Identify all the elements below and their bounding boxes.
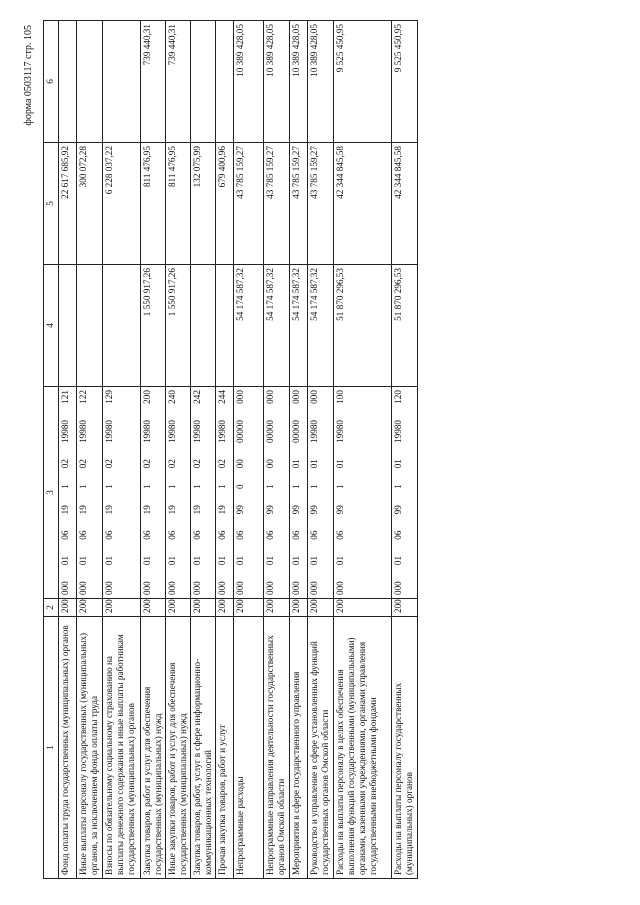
table-row bbox=[77, 21, 103, 879]
code-part: 1 bbox=[309, 484, 320, 490]
code-part: 19 bbox=[60, 505, 70, 515]
row-name: Взносы по обязательному социальному страхованию на выплаты денежного содержания и иные выплаты работникам государственных (муниципальных) органов bbox=[103, 617, 141, 879]
row-line-code: 200 bbox=[103, 599, 141, 617]
code-part: 000 bbox=[393, 581, 404, 595]
row-unexecuted bbox=[216, 21, 234, 143]
row-approved: 1 550 917,26 bbox=[166, 265, 191, 387]
code-part: 01 bbox=[235, 555, 246, 566]
row-approved: 54 174 587,32 bbox=[308, 265, 334, 387]
row-budget-code bbox=[334, 387, 392, 599]
code-part: 06 bbox=[142, 530, 152, 540]
code-part: 99 bbox=[265, 505, 276, 515]
code-part: 19 bbox=[78, 505, 88, 515]
col-header: 2 bbox=[44, 599, 59, 617]
code-part: 19980 bbox=[309, 419, 320, 443]
code-part: 06 bbox=[217, 530, 228, 540]
code-part: 19 bbox=[217, 505, 228, 515]
code-part: 01 bbox=[309, 459, 320, 469]
code-part: 000 bbox=[235, 581, 246, 595]
row-line-code: 200 bbox=[141, 599, 166, 617]
code-part: 06 bbox=[78, 530, 88, 540]
row-approved: 1 550 917,26 bbox=[141, 265, 166, 387]
code-part: 02 bbox=[142, 459, 152, 469]
table-row bbox=[216, 21, 234, 879]
row-executed: 679 400,96 bbox=[216, 143, 234, 265]
code-part: 122 bbox=[78, 390, 88, 404]
row-name: Непрограммные расходы bbox=[234, 617, 264, 879]
code-part: 1 bbox=[104, 484, 114, 490]
col-header: 5 bbox=[44, 143, 59, 265]
code-part: 19980 bbox=[78, 419, 88, 443]
code-part: 19980 bbox=[104, 419, 114, 443]
row-unexecuted: 739 440,31 bbox=[166, 21, 191, 143]
code-part: 06 bbox=[335, 530, 346, 540]
code-part: 06 bbox=[393, 530, 404, 540]
code-part: 1 bbox=[192, 484, 203, 490]
code-part: 00000 bbox=[265, 419, 276, 443]
row-executed: 811 476,95 bbox=[166, 143, 191, 265]
code-part: 00000 bbox=[235, 419, 246, 443]
code-part: 19980 bbox=[192, 419, 203, 443]
code-part: 100 bbox=[335, 390, 346, 404]
row-approved bbox=[59, 265, 77, 387]
row-budget-code bbox=[392, 387, 418, 599]
code-part: 01 bbox=[217, 555, 228, 566]
row-line-code: 200 bbox=[191, 599, 216, 617]
row-budget-code bbox=[59, 387, 77, 599]
row-name: Расходы на выплаты персоналу в целях обеспечения выполнения функций государственными (муниципальными) органами, казенными учреждениями, органами управления государственными внебюджетными фондами bbox=[334, 617, 392, 879]
col-header: 4 bbox=[44, 265, 59, 387]
code-part: 02 bbox=[60, 459, 70, 469]
row-approved bbox=[216, 265, 234, 387]
code-part: 000 bbox=[217, 581, 228, 595]
row-approved bbox=[77, 265, 103, 387]
code-part: 06 bbox=[60, 530, 70, 540]
row-executed: 6 228 037,22 bbox=[103, 143, 141, 265]
col-header: 6 bbox=[44, 21, 59, 143]
code-part: 000 bbox=[192, 581, 203, 595]
budget-table bbox=[43, 20, 418, 879]
row-unexecuted bbox=[191, 21, 216, 143]
code-part: 000 bbox=[265, 390, 276, 404]
table-row bbox=[264, 21, 290, 879]
code-part: 000 bbox=[104, 581, 114, 595]
code-part: 01 bbox=[335, 459, 346, 469]
code-part: 000 bbox=[291, 390, 302, 404]
row-approved: 54 174 587,32 bbox=[264, 265, 290, 387]
col-header: 3 bbox=[44, 387, 59, 599]
code-part: 99 bbox=[291, 505, 302, 515]
code-part: 06 bbox=[291, 530, 302, 540]
code-part: 242 bbox=[192, 390, 203, 404]
code-part: 02 bbox=[217, 459, 228, 469]
code-part: 000 bbox=[265, 581, 276, 595]
code-part: 19980 bbox=[142, 419, 152, 443]
col-header: 1 bbox=[44, 617, 59, 879]
row-unexecuted: 10 389 428,05 bbox=[308, 21, 334, 143]
row-line-code: 200 bbox=[290, 599, 308, 617]
code-part: 1 bbox=[265, 484, 276, 490]
form-label: форма 0503117 стр. 105 bbox=[23, 25, 34, 126]
row-line-code: 200 bbox=[264, 599, 290, 617]
row-name: Прочая закупка товаров, работ и услуг bbox=[216, 617, 234, 879]
row-line-code: 200 bbox=[59, 599, 77, 617]
row-unexecuted bbox=[103, 21, 141, 143]
code-part: 1 bbox=[335, 484, 346, 490]
row-name: Руководство и управление в сфере установленных функций государственных органов Омской области bbox=[308, 617, 334, 879]
code-part: 1 bbox=[291, 484, 302, 490]
code-part: 00 bbox=[235, 459, 246, 469]
code-part: 000 bbox=[78, 581, 88, 595]
row-budget-code bbox=[191, 387, 216, 599]
code-part: 00000 bbox=[291, 419, 302, 443]
code-part: 000 bbox=[291, 581, 302, 595]
code-part: 120 bbox=[393, 390, 404, 404]
row-approved bbox=[191, 265, 216, 387]
row-budget-code bbox=[103, 387, 141, 599]
code-part: 19980 bbox=[60, 419, 70, 443]
code-part: 00 bbox=[265, 459, 276, 469]
code-part: 19 bbox=[192, 505, 203, 515]
code-part: 99 bbox=[393, 505, 404, 515]
row-line-code: 200 bbox=[308, 599, 334, 617]
code-part: 19980 bbox=[393, 419, 404, 443]
code-part: 19 bbox=[142, 505, 152, 515]
code-part: 244 bbox=[217, 390, 228, 404]
table-body bbox=[59, 21, 418, 879]
row-name: Расходы на выплаты персоналу государственных (муниципальных) органов bbox=[392, 617, 418, 879]
row-line-code: 200 bbox=[77, 599, 103, 617]
table-row bbox=[334, 21, 392, 879]
row-unexecuted: 739 440,31 bbox=[141, 21, 166, 143]
code-part: 01 bbox=[78, 555, 88, 566]
code-part: 1 bbox=[60, 484, 70, 490]
code-part: 19 bbox=[104, 505, 114, 515]
table-row bbox=[392, 21, 418, 879]
row-unexecuted: 9 525 450,95 bbox=[334, 21, 392, 143]
code-part: 06 bbox=[167, 530, 178, 540]
row-approved: 51 870 296,53 bbox=[392, 265, 418, 387]
code-part: 01 bbox=[291, 459, 302, 469]
row-name: Фонд оплаты труда государственных (муниципальных) органов bbox=[59, 617, 77, 879]
code-part: 01 bbox=[309, 555, 320, 566]
code-part: 1 bbox=[217, 484, 228, 490]
row-budget-code bbox=[234, 387, 264, 599]
code-part: 19980 bbox=[335, 419, 346, 443]
code-part: 02 bbox=[104, 459, 114, 469]
row-name: Иные закупки товаров, работ и услуг для обеспечения государственных (муниципальных) нужд bbox=[166, 617, 191, 879]
code-part: 200 bbox=[142, 390, 152, 404]
code-part: 1 bbox=[167, 484, 178, 490]
row-line-code: 200 bbox=[166, 599, 191, 617]
row-approved: 54 174 587,32 bbox=[290, 265, 308, 387]
code-part: 19980 bbox=[217, 419, 228, 443]
code-part: 01 bbox=[104, 555, 114, 566]
row-executed: 22 617 685,92 bbox=[59, 143, 77, 265]
code-part: 02 bbox=[167, 459, 178, 469]
row-unexecuted bbox=[77, 21, 103, 143]
code-part: 01 bbox=[393, 555, 404, 566]
row-executed: 42 344 845,58 bbox=[334, 143, 392, 265]
code-part: 06 bbox=[235, 530, 246, 540]
code-part: 99 bbox=[235, 505, 246, 515]
row-executed: 43 785 159,27 bbox=[264, 143, 290, 265]
row-executed: 43 785 159,27 bbox=[308, 143, 334, 265]
code-part: 99 bbox=[335, 505, 346, 515]
code-part: 02 bbox=[192, 459, 203, 469]
code-part: 000 bbox=[167, 581, 178, 595]
table-row bbox=[191, 21, 216, 879]
row-approved: 51 870 296,53 bbox=[334, 265, 392, 387]
code-part: 000 bbox=[142, 581, 152, 595]
code-part: 000 bbox=[335, 581, 346, 595]
code-part: 01 bbox=[393, 459, 404, 469]
code-part: 01 bbox=[291, 555, 302, 566]
code-part: 0 bbox=[235, 484, 246, 490]
code-part: 1 bbox=[78, 484, 88, 490]
row-name: Мероприятия в сфере государственного управления bbox=[290, 617, 308, 879]
row-line-code: 200 bbox=[392, 599, 418, 617]
code-part: 000 bbox=[60, 581, 70, 595]
row-name: Закупка товаров, работ, услуг в сфере информационно-коммуникационных технологий bbox=[191, 617, 216, 879]
code-part: 000 bbox=[309, 581, 320, 595]
header-row bbox=[44, 21, 59, 879]
table-row bbox=[103, 21, 141, 879]
table-row bbox=[141, 21, 166, 879]
row-executed: 300 072,28 bbox=[77, 143, 103, 265]
row-name: Непрограммные направления деятельности государственных органов Омской области bbox=[264, 617, 290, 879]
row-executed: 132 075,99 bbox=[191, 143, 216, 265]
table-row bbox=[234, 21, 264, 879]
code-part: 000 bbox=[309, 390, 320, 404]
row-executed: 811 476,95 bbox=[141, 143, 166, 265]
code-part: 01 bbox=[335, 555, 346, 566]
row-line-code: 200 bbox=[234, 599, 264, 617]
code-part: 01 bbox=[60, 555, 70, 566]
code-part: 19 bbox=[167, 505, 178, 515]
code-part: 01 bbox=[142, 555, 152, 566]
table-row bbox=[166, 21, 191, 879]
table-row bbox=[308, 21, 334, 879]
row-unexecuted: 10 389 428,05 bbox=[290, 21, 308, 143]
code-part: 06 bbox=[309, 530, 320, 540]
code-part: 06 bbox=[104, 530, 114, 540]
row-budget-code bbox=[141, 387, 166, 599]
row-line-code: 200 bbox=[334, 599, 392, 617]
row-budget-code bbox=[216, 387, 234, 599]
code-part: 02 bbox=[78, 459, 88, 469]
code-part: 99 bbox=[309, 505, 320, 515]
code-part: 19980 bbox=[167, 419, 178, 443]
row-budget-code bbox=[264, 387, 290, 599]
code-part: 1 bbox=[393, 484, 404, 490]
row-unexecuted bbox=[59, 21, 77, 143]
row-line-code: 200 bbox=[216, 599, 234, 617]
row-unexecuted: 10 389 428,05 bbox=[264, 21, 290, 143]
row-approved: 54 174 587,32 bbox=[234, 265, 264, 387]
code-part: 01 bbox=[192, 555, 203, 566]
row-executed: 43 785 159,27 bbox=[234, 143, 264, 265]
code-part: 1 bbox=[142, 484, 152, 490]
row-budget-code bbox=[166, 387, 191, 599]
row-name: Иные выплаты персоналу государственных (муниципальных) органов, за исключением фонда оплаты труда bbox=[77, 617, 103, 879]
row-budget-code bbox=[290, 387, 308, 599]
table-row bbox=[59, 21, 77, 879]
code-part: 129 bbox=[104, 390, 114, 404]
row-unexecuted: 10 389 428,05 bbox=[234, 21, 264, 143]
row-budget-code bbox=[77, 387, 103, 599]
row-name: Закупка товаров, работ и услуг для обеспечения государственных (муниципальных) нужд bbox=[141, 617, 166, 879]
row-unexecuted: 9 525 450,95 bbox=[392, 21, 418, 143]
row-executed: 42 344 845,58 bbox=[392, 143, 418, 265]
code-part: 06 bbox=[192, 530, 203, 540]
row-executed: 43 785 159,27 bbox=[290, 143, 308, 265]
code-part: 01 bbox=[265, 555, 276, 566]
code-part: 06 bbox=[265, 530, 276, 540]
code-part: 121 bbox=[60, 390, 70, 404]
row-approved bbox=[103, 265, 141, 387]
code-part: 01 bbox=[167, 555, 178, 566]
code-part: 000 bbox=[235, 390, 246, 404]
table-row bbox=[290, 21, 308, 879]
code-part: 240 bbox=[167, 390, 178, 404]
row-budget-code bbox=[308, 387, 334, 599]
